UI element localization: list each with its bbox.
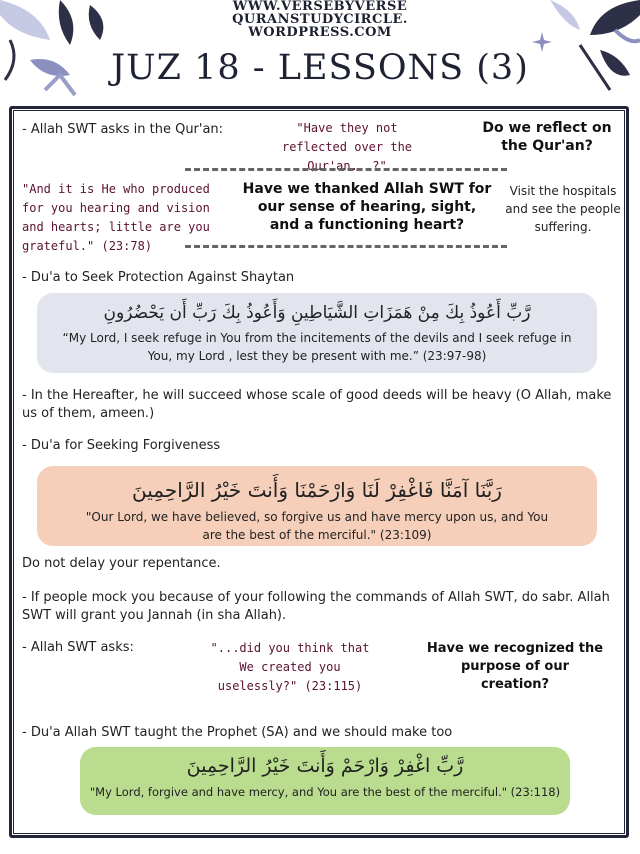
- divider: [185, 168, 507, 171]
- section4-text: - In the Hereafter, he will succeed whose scale of good deeds will be heavy (O Allah, make us of them, ameen.): [22, 388, 612, 421]
- site-url: [0, 0, 640, 39]
- dua-arabic: رَّبِّ اغْفِرْ وَارْحَمْ وَأَنتَ خَيْرُ الرَّاحِمِينَ: [186, 755, 464, 777]
- section6-line2: - If people mock you because of your following the commands of Allah SWT, do sabr. Allah SWT will grant you Jannah (in sha Allah).: [22, 590, 610, 623]
- section7-quote: "...did you think that We created you uselessly?" (23:115): [210, 641, 370, 693]
- section2-note: Visit the hospitals and see the people suffering.: [505, 184, 621, 234]
- section1-left: - Allah SWT asks in the Qur'an:: [22, 122, 224, 137]
- section8-heading: - Du'a Allah SWT taught the Prophet (SA) and we should make too: [22, 725, 453, 740]
- section1-quote: "Have they not reflected over the Qur'an...?": [281, 121, 413, 173]
- dua-arabic: رَّبِّ أَعُوذُ بِكَ مِنْ هَمَزَاتِ الشَّيَاطِينِ وَأَعُوذُ بِكَ رَبِّ أَن يَحْضُرُونِ: [103, 303, 531, 323]
- dua-box-protection: [37, 293, 597, 373]
- section2-question: Have we thanked Allah SWT for our sense of hearing, sight, and a functioning heart?: [242, 181, 492, 233]
- dua-box-mercy: [80, 747, 570, 815]
- dua-box-forgiveness: [37, 466, 597, 546]
- section6-line1: Do not delay your repentance.: [22, 556, 221, 571]
- section5-heading: - Du'a for Seeking Forgiveness: [22, 438, 221, 453]
- divider: [185, 245, 507, 248]
- dua-translation: "Our Lord, we have believed, so forgive us and have mercy upon us, and You are the best of the merciful." (23:109): [85, 510, 549, 542]
- dua-translation: “My Lord, I seek refuge in You from the incitements of the devils and I seek refuge in You, my Lord , lest they be present with me.” (23:97-98): [62, 331, 572, 363]
- section7-left: - Allah SWT asks:: [22, 640, 134, 655]
- dua-translation: "My Lord, forgive and have mercy, and You are the best of the merciful." (23:118): [89, 785, 561, 799]
- section7-question: Have we recognized the purpose of our creation?: [426, 641, 604, 692]
- page-title: JUZ 18 - LESSONS (3): [111, 48, 529, 88]
- site-line-2: QURANSTUDYCIRCLE.: [232, 12, 408, 27]
- dua-arabic: رَبَّنَا آمَنَّا فَاغْفِرْ لَنَا وَارْحَمْنَا وَأَنتَ خَيْرُ الرَّاحِمِينَ: [132, 478, 502, 502]
- section3-heading: - Du'a to Seek Protection Against Shaytan: [22, 270, 295, 285]
- section1-question: Do we reflect on the Qur'an?: [482, 120, 612, 154]
- site-line-3: WORDPRESS.COM: [248, 25, 392, 40]
- site-line-1: WWW.VERSEBYVERSE: [232, 0, 408, 14]
- section2-quote: "And it is He who produced for you hearing and vision and hearts; little are you grateful." (23:78): [22, 182, 210, 253]
